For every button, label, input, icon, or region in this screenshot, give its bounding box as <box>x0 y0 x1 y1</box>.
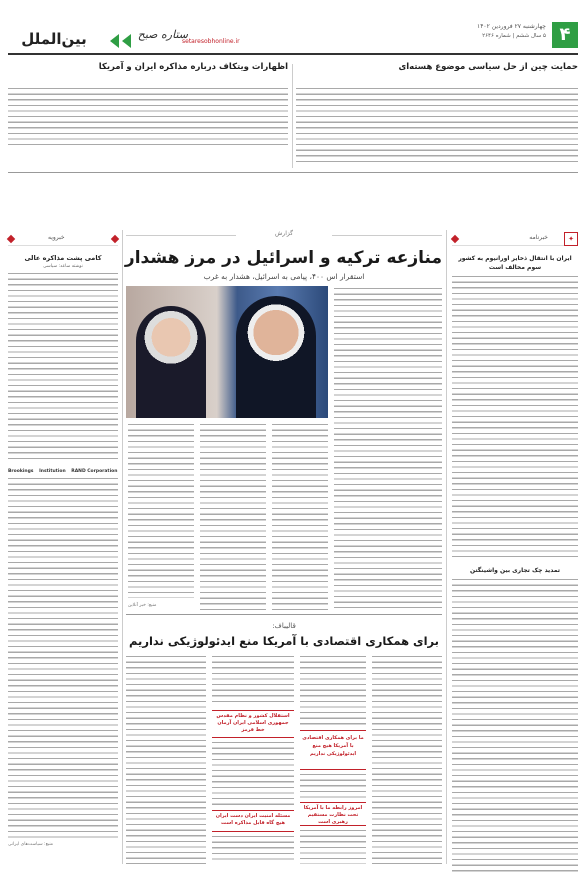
left-brand-1: Brookings <box>8 469 34 474</box>
main-kicker-row <box>126 230 442 240</box>
bottom-body-6 <box>212 742 294 806</box>
left-brand-row <box>8 469 118 474</box>
pull-quote-2-text: امروز رابطه ما با آمریکا تحت نظارت مستقیم رهبری است <box>303 805 363 825</box>
bottom-body-7 <box>212 836 294 864</box>
pull-quote-1 <box>300 730 366 770</box>
left-column-label: خبرویه <box>48 234 65 241</box>
right-column <box>452 232 578 864</box>
top-left-body <box>8 88 288 148</box>
diamond-icon <box>7 235 15 243</box>
site-url: setaresobhonline.ir <box>182 38 240 45</box>
right-item1-body <box>452 276 578 558</box>
main-body-right <box>334 288 442 608</box>
main-subtitle: استقرار اس ۴۰۰، پیامی به اسرائیل، هشدار به غرب <box>203 272 365 281</box>
left-byline: نوشته ساعد: سیاسی <box>43 264 83 269</box>
pull-quote-3-text: استقلال کشور و نظام مقدس جمهوری اسلامی ایران آرمان خط قرمز <box>216 713 290 733</box>
left-column <box>8 232 118 864</box>
page-header <box>0 0 586 64</box>
section-rule <box>8 172 578 173</box>
person-left-photo <box>136 306 206 418</box>
diamond-icon <box>451 235 459 243</box>
top-left-article <box>8 60 288 170</box>
pull-quote-4-text: مسئله امنیت ایران دست ایران هیچ گاه قابل مذاکره است <box>215 813 291 826</box>
bottom-title: برای همکاری اقتصادی با آمریکا منع ایدئولوژیکی نداریم <box>128 634 439 648</box>
pull-quote-3 <box>212 710 294 738</box>
left-signature: منبع: سیاست‌های ایرانی <box>8 842 54 847</box>
main-body-2 <box>200 424 266 610</box>
main-kicker: گزارش <box>274 230 294 237</box>
left-title: کامی پشت مذاکره عالی <box>24 254 102 262</box>
page-number-box: ۴ <box>552 22 578 48</box>
pull-quote-2 <box>300 802 366 826</box>
left-body-1 <box>8 273 118 463</box>
left-brand-2: Institution <box>39 469 66 474</box>
right-item1-title: ایران با انتقال ذخایر اورانیوم به کشور سوم مخالف است <box>458 255 572 271</box>
top-right-title: حمایت چین از حل سیاسی موضوع هسته‌ای <box>398 62 578 72</box>
pull-quote-1-text: ما برای همکاری اقتصادی با آمریکا هیچ منع ایدئولوژیکی نداریم <box>302 735 364 757</box>
main-signature: منبع: خبر آنلاین <box>128 603 157 608</box>
bottom-body-4 <box>300 830 366 864</box>
right-item2-body <box>452 579 578 874</box>
chevron-arrows-icon <box>107 33 137 47</box>
top-right-body <box>296 88 578 166</box>
issue-number: ۵ سال ششم | شماره ۲۶۴۶ <box>482 33 546 39</box>
newspaper-logo: ستاره صبح <box>137 28 188 41</box>
bottom-body-3 <box>300 774 366 800</box>
main-body-1 <box>272 424 328 610</box>
left-brand-3: RAND Corporation <box>71 469 118 474</box>
bottom-kicker: قالیباف: <box>272 622 296 630</box>
bottom-body-1 <box>372 656 442 864</box>
main-title: منازعه ترکیه و اسرائیل در مرز هشدار <box>124 248 442 268</box>
issue-date: چهارشنبه ۲۷ فروردین ۱۴۰۲ <box>476 23 546 30</box>
top-right-article <box>296 60 578 170</box>
right-column-label: خبرنامه <box>529 234 548 241</box>
bottom-body-5 <box>212 656 294 706</box>
kicker-rule <box>126 235 236 236</box>
column-divider <box>292 64 293 168</box>
column-divider <box>122 230 123 864</box>
top-left-title: اظهارات ویتکاف درباره مذاکره ایران و آمریکا <box>98 62 288 72</box>
diamond-icon <box>111 235 119 243</box>
section-title: بین‌الملل <box>21 30 87 48</box>
bottom-rule <box>126 614 442 615</box>
column-divider <box>446 230 447 864</box>
left-column-header <box>8 232 118 246</box>
bottom-body-2 <box>300 656 366 726</box>
right-item2-title: تمدید چک تجاری بین واشینگتن <box>469 567 561 574</box>
news-icon: ✦ <box>564 232 578 246</box>
bottom-body-8 <box>126 656 206 864</box>
kicker-rule <box>332 235 442 236</box>
right-column-header <box>452 232 578 246</box>
header-rule <box>8 53 578 55</box>
pull-quote-4 <box>212 810 294 832</box>
main-photo <box>126 286 328 418</box>
main-body-3 <box>128 424 194 598</box>
left-body-2 <box>8 478 118 838</box>
person-right-photo <box>236 296 316 418</box>
